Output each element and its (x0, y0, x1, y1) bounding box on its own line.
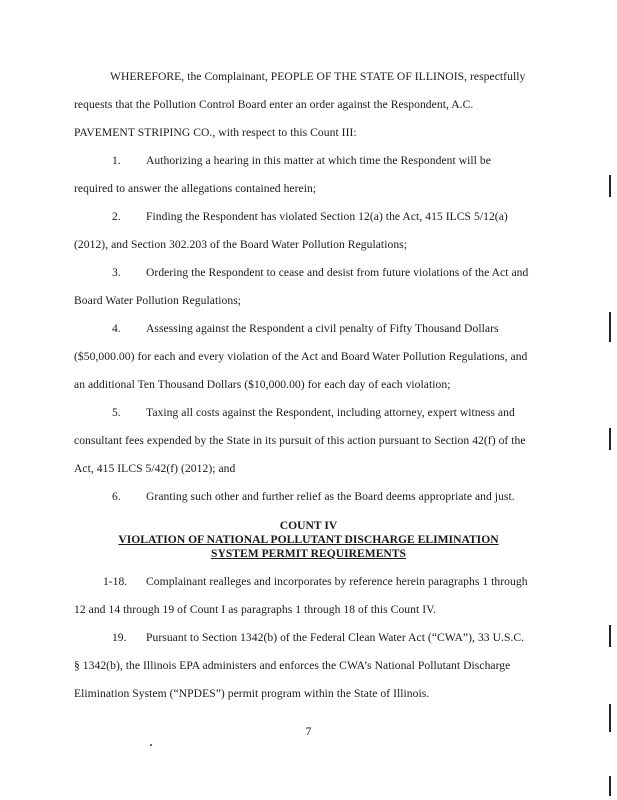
margin-revision-bar (609, 776, 611, 796)
wherefore-line-3: PAVEMENT STRIPING CO., with respect to this Count III: (74, 126, 357, 139)
allegation-19-line-3: Elimination System (“NPDES”) permit program within the State of Illinois. (74, 687, 430, 700)
margin-revision-bar (609, 625, 611, 647)
request-5-line-3: Act, 415 ILCS 5/42(f) (2012); and (74, 462, 236, 475)
allegation-1-18-line-1: Complainant realleges and incorporates by reference herein paragraphs 1 through (146, 575, 528, 588)
request-4-line-2: ($50,000.00) for each and every violation of the Act and Board Water Pollution Regulations, and (74, 350, 528, 363)
allegation-1-18-number: 1-18. (103, 575, 128, 588)
scan-speck (150, 744, 152, 746)
request-6-line-1: Granting such other and further relief as the Board deems appropriate and just. (146, 490, 515, 503)
count-subheading-2: SYSTEM PERMIT REQUIREMENTS (211, 547, 406, 560)
allegation-19-number: 19. (112, 631, 127, 644)
request-3-line-1: Ordering the Respondent to cease and desist from future violations of the Act and (146, 266, 529, 279)
request-2-line-2: (2012), and Section 302.203 of the Board Water Pollution Regulations; (74, 238, 407, 251)
request-1-number: 1. (112, 154, 121, 167)
request-4-line-3: an additional Ten Thousand Dollars ($10,000.00) for each day of each violation; (74, 378, 451, 391)
count-subheading-1: VIOLATION OF NATIONAL POLLUTANT DISCHARGE ELIMINATION (118, 533, 499, 546)
allegation-19-line-2: § 1342(b), the Illinois EPA administers and enforces the CWA’s National Pollutant Discharge (74, 659, 511, 672)
request-4-line-1: Assessing against the Respondent a civil penalty of Fifty Thousand Dollars (146, 322, 499, 335)
request-6-number: 6. (112, 490, 121, 503)
wherefore-line-2: requests that the Pollution Control Board enter an order against the Respondent, A.C. (74, 98, 474, 111)
count-heading: COUNT IV (279, 519, 338, 532)
request-1-line-1: Authorizing a hearing in this matter at which time the Respondent will be (146, 154, 491, 167)
request-3-line-2: Board Water Pollution Regulations; (74, 294, 242, 307)
margin-revision-bar (609, 312, 611, 342)
request-5-number: 5. (112, 406, 121, 419)
request-3-number: 3. (112, 266, 121, 279)
request-5-line-1: Taxing all costs against the Respondent, including attorney, expert witness and (146, 406, 515, 419)
page-number: 7 (305, 725, 312, 738)
request-2-line-1: Finding the Respondent has violated Section 12(a) the Act, 415 ILCS 5/12(a) (146, 210, 508, 223)
request-5-line-2: consultant fees expended by the State in its pursuit of this action pursuant to Section 42(f) of the (74, 434, 526, 447)
margin-revision-bar (609, 704, 611, 732)
request-1-line-2: required to answer the allegations contained herein; (74, 182, 317, 195)
allegation-1-18-line-2: 12 and 14 through 19 of Count I as paragraphs 1 through 18 of this Count IV. (74, 603, 436, 616)
margin-revision-bar (609, 175, 611, 197)
allegation-19-line-1: Pursuant to Section 1342(b) of the Federal Clean Water Act (“CWA”), 33 U.S.C. (146, 631, 525, 644)
request-4-number: 4. (112, 322, 121, 335)
wherefore-line-1: WHEREFORE, the Complainant, PEOPLE OF THE STATE OF ILLINOIS, respectfully (110, 70, 526, 83)
margin-revision-bar (609, 428, 611, 450)
request-2-number: 2. (112, 210, 121, 223)
